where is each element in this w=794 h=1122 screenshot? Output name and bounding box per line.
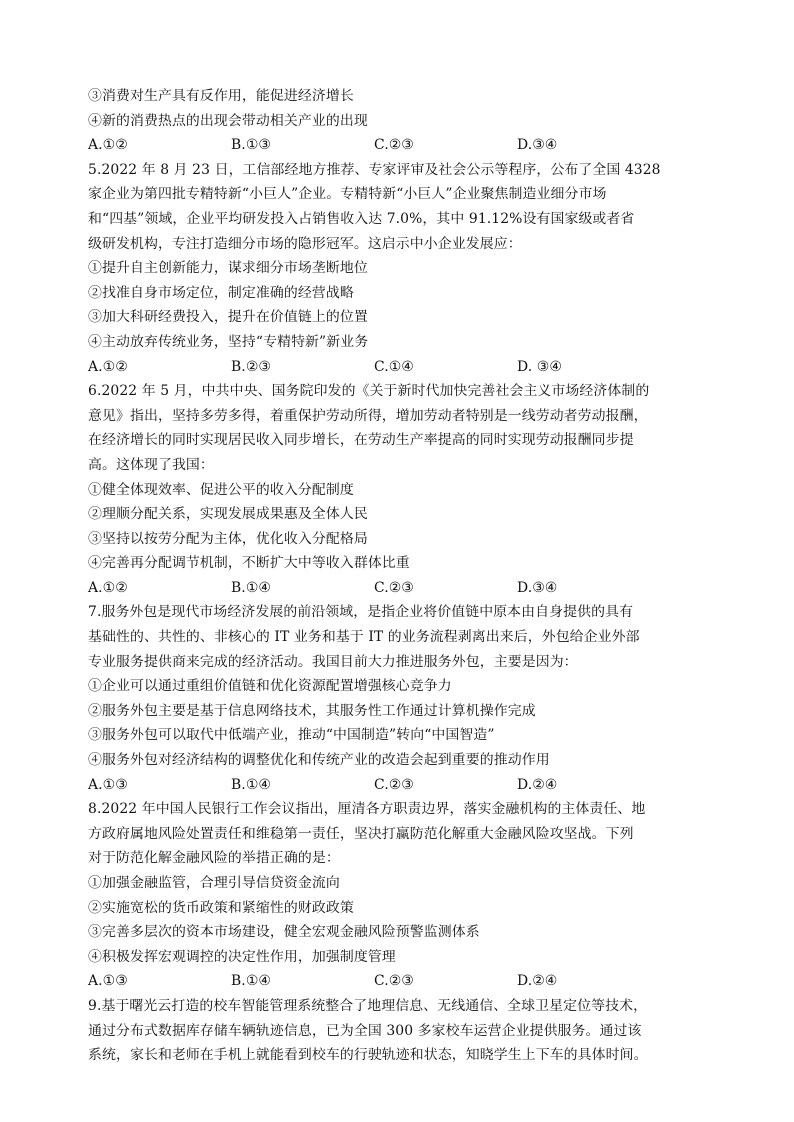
answer-option: C.②③	[374, 137, 414, 154]
answer-option: D. ③④	[517, 358, 562, 375]
text-line: ②服务外包主要是基于信息网络技术，其服务性工作通过计算机操作完成	[88, 702, 536, 719]
text-line: 7.服务外包是现代市场经济发展的前沿领域，是指企业将价值链中原本由自身提供的具有	[88, 604, 634, 621]
answer-option: C.②③	[374, 579, 414, 596]
text-line: 8.2022 年中国人民银行工作会议指出，厘清各方职责边界，落实金融机构的主体责任、地	[88, 801, 646, 818]
answer-option: C.②③	[374, 973, 414, 990]
text-line: ④服务外包对经济结构的调整优化和传统产业的改造会起到重要的推动作用	[88, 752, 550, 769]
text-line: ③消费对生产具有反作用，能促进经济增长	[88, 88, 354, 104]
answer-option: D.③④	[517, 579, 558, 596]
answer-options	[88, 773, 712, 798]
text-line: ①健全体现效率、促进公平的收入分配制度	[88, 481, 354, 498]
answer-option: A.①②	[88, 579, 128, 596]
text-line: 家企业为第四批专精特新“小巨人”企业。专精特新“小巨人”企业聚焦制造业细分市场	[88, 186, 607, 203]
text-line: 意见》指出，坚持多劳多得，着重保护劳动所得，增加劳动者特别是一线劳动者劳动报酬，	[88, 407, 648, 424]
answer-option: A.①②	[88, 137, 128, 154]
text-line: ②理顺分配关系，实现发展成果惠及全体人民	[88, 506, 368, 523]
answer-options	[88, 576, 712, 601]
text-line: 高。这体现了我国：	[88, 456, 214, 473]
answer-option: A.①②	[88, 358, 128, 375]
text-line: ③坚持以按劳分配为主体，优化收入分配格局	[88, 530, 368, 547]
answer-option: C.②③	[374, 776, 414, 793]
answer-options	[88, 969, 712, 994]
answer-option: D.②④	[517, 776, 558, 793]
text-line: 5.2022 年 8 月 23 日，工信部经地方推荐、专家评审及社会公示等程序，公布了全国 4328	[88, 161, 661, 178]
text-line: 系统，家长和老师在手机上就能看到校车的行驶轨迹和状态，知晓学生上下车的具体时间。	[88, 1047, 648, 1064]
text-line: 级研发机构，专注打造细分市场的隐形冠军。这启示中小企业发展应：	[88, 235, 522, 252]
answer-option: A.①③	[88, 776, 128, 793]
answer-option: B.②③	[231, 358, 271, 375]
text-line: ③服务外包可以取代中低端产业，推动“中国制造”转向“中国智造”	[88, 727, 495, 744]
text-line: ④积极发挥宏观调控的决定性作用，加强制度管理	[88, 948, 396, 965]
text-line: ③完善多层次的资本市场建设，健全宏观金融风险预警监测体系	[88, 924, 480, 941]
text-line: 基础性的、共性的、非核心的 IT 业务和基于 IT 的业务流程剥离出来后，外包给企业外部	[88, 629, 640, 646]
text-line: 6.2022 年 5 月，中共中央、国务院印发的《关于新时代加快完善社会主义市场经济体制的	[88, 383, 650, 400]
text-line: 对于防范化解金融风险的举措正确的是：	[88, 850, 340, 867]
text-line: 专业服务提供商来完成的经济活动。我国目前大力推进服务外包，主要是因为：	[88, 653, 578, 670]
text-line: ①提升自主创新能力，谋求细分市场垄断地位	[88, 260, 368, 277]
text-line: ②找准自身市场定位，制定准确的经营战略	[88, 284, 354, 301]
text-line: ①企业可以通过重组价值链和优化资源配置增强核心竞争力	[88, 678, 452, 695]
text-line: 在经济增长的同时实现居民收入同步增长，在劳动生产率提高的同时实现劳动报酬同步提	[88, 432, 634, 449]
answer-option: D.③④	[517, 137, 558, 154]
answer-option: B.①④	[231, 776, 271, 793]
answer-options	[88, 133, 712, 158]
text-line: ③加大科研经费投入，提升在价值链上的位置	[88, 309, 368, 326]
text-line: ②实施宽松的货币政策和紧缩性的财政政策	[88, 899, 354, 916]
text-line: ④主动放弃传统业务，坚持“专精特新”新业务	[88, 333, 369, 350]
text-line: 和“四基”领域，企业平均研发投入占销售收入达 7.0%，其中 91.12%设有国家级或者省	[88, 210, 635, 227]
answer-option: C.①④	[374, 358, 414, 375]
answer-options	[88, 355, 712, 380]
document-body	[88, 84, 712, 1068]
text-line: ④新的消费热点的出现会带动相关产业的出现	[88, 112, 368, 129]
text-line: 通过分布式数据库存储车辆轨迹信息，已为全国 300 多家校车运营企业提供服务。通过该	[88, 1022, 642, 1039]
text-line: 方政府属地风险处置责任和维稳第一责任，坚决打赢防范化解重大金融风险攻坚战。下列	[88, 825, 634, 842]
answer-option: B.①④	[231, 579, 271, 596]
answer-option: B.①④	[231, 973, 271, 990]
text-line: ④完善再分配调节机制，不断扩大中等收入群体比重	[88, 555, 410, 572]
answer-option: D.②④	[517, 973, 558, 990]
answer-option: B.①③	[231, 137, 271, 154]
text-line: ①加强金融监管，合理引导信贷资金流向	[88, 875, 340, 891]
answer-option: A.①③	[88, 973, 128, 990]
text-line: 9.基于曙光云打造的校车智能管理系统整合了地理信息、无线通信、全球卫星定位等技术，	[88, 997, 648, 1014]
